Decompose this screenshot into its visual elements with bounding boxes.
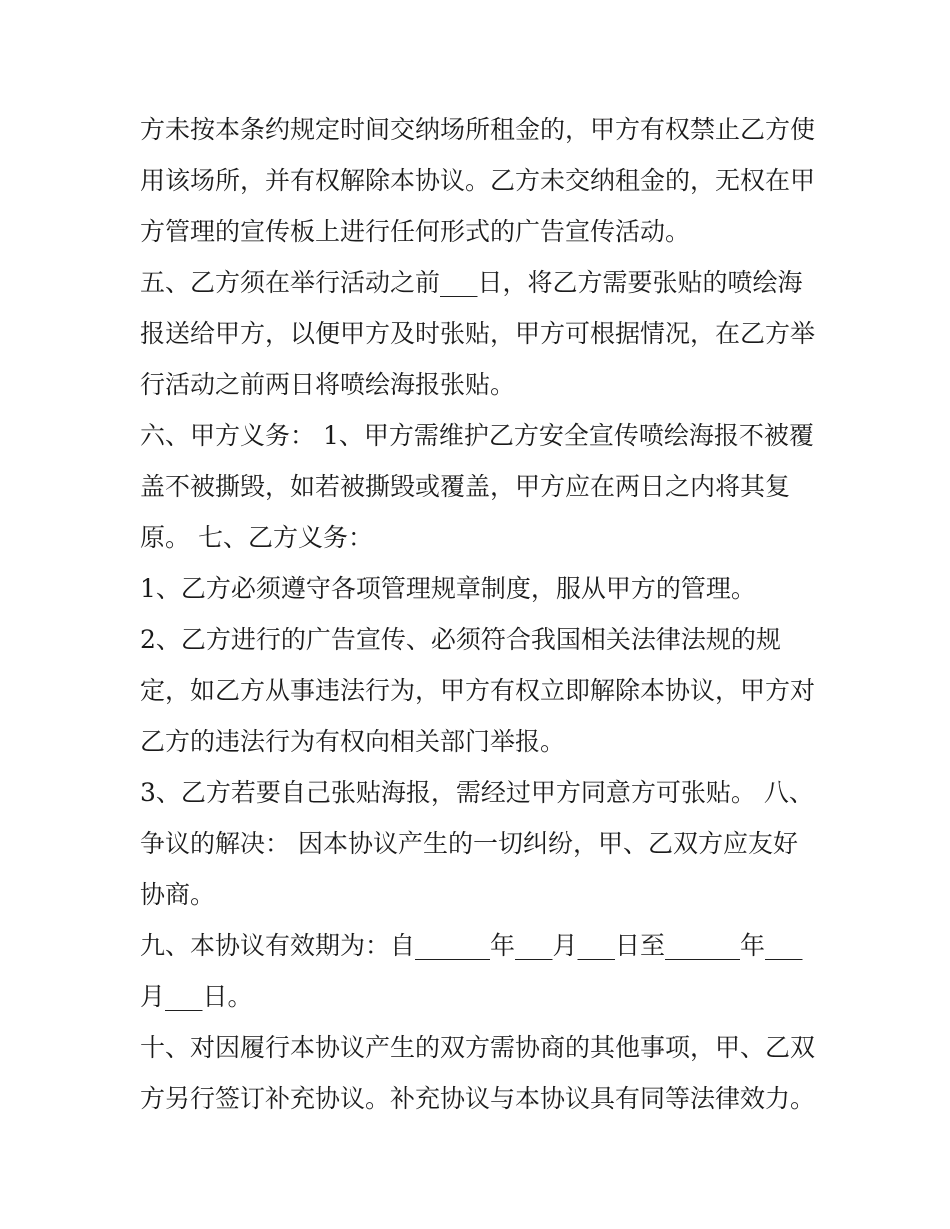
text-line-16: 协商。	[140, 880, 216, 909]
text-line-17: 九、本协议有效期为：自______年___月___日至______年___	[140, 931, 803, 960]
text-line-18: 月___日。	[140, 982, 253, 1011]
text-line-5: 报送给甲方，以便甲方及时张贴，甲方可根据情况，在乙方举	[140, 319, 816, 348]
text-line-20: 方另行签订补充协议。补充协议与本协议具有同等法律效力。	[140, 1084, 816, 1113]
text-line-12: 定，如乙方从事违法行为，甲方有权立即解除本协议，甲方对	[140, 676, 816, 705]
text-line-9: 原。 七、乙方义务：	[140, 523, 373, 552]
contract-text	[140, 104, 820, 1124]
text-line-13: 乙方的违法行为有权向相关部门举报。	[140, 727, 566, 756]
text-line-14: 3、乙方若要自己张贴海报，需经过甲方同意方可张贴。 八、	[140, 778, 814, 807]
text-line-4: 五、乙方须在举行活动之前___日，将乙方需要张贴的喷绘海	[140, 268, 803, 297]
text-line-3: 方管理的宣传板上进行任何形式的广告宣传活动。	[140, 217, 691, 246]
text-line-1: 方未按本条约规定时间交纳场所租金的，甲方有权禁止乙方使	[140, 115, 816, 144]
text-line-8: 盖不被撕毁，如若被撕毁或覆盖，甲方应在两日之内将其复	[140, 472, 791, 501]
text-line-11: 2、乙方进行的广告宣传、必须符合我国相关法律法规的规	[140, 625, 781, 654]
text-line-15: 争议的解决： 因本协议产生的一切纠纷，甲、乙双方应友好	[140, 829, 798, 858]
text-line-2: 用该场所，并有权解除本协议。乙方未交纳租金的，无权在甲	[140, 166, 816, 195]
text-line-10: 1、乙方必须遵守各项管理规章制度，服从甲方的管理。	[140, 574, 756, 603]
text-line-7: 六、甲方义务： 1、甲方需维护乙方安全宣传喷绘海报不被覆	[140, 421, 814, 450]
text-line-19: 十、对因履行本协议产生的双方需协商的其他事项，甲、乙双	[140, 1033, 816, 1062]
text-line-6: 行活动之前两日将喷绘海报张贴。	[140, 370, 516, 399]
